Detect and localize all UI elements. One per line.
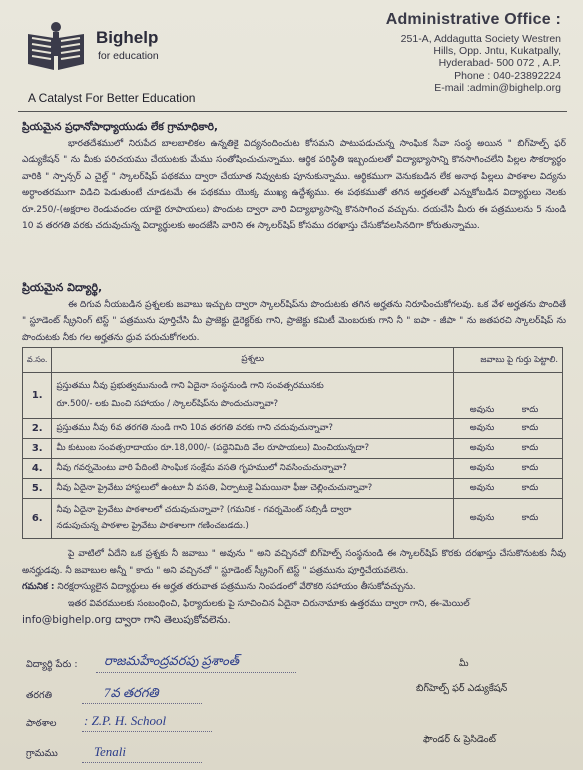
school-label: పాఠశాల	[26, 718, 57, 729]
no-option[interactable]: కాదు	[521, 512, 539, 523]
question-text: మీ కుటుంబ సంవత్సరాదాయం రూ.18,000/- (పద్దెనిమిది వేల రూపాయలు) మించియున్నదా?	[52, 439, 454, 459]
brand-name: Bighelp	[96, 28, 159, 47]
address-line: Hills, Opp. Jntu, Kukatpally,	[433, 45, 561, 58]
question-text: ప్రస్తుతము నీవు 6వ తరగతి నుండి గాని 10వ తరగతి వరకు గాని చదువుచున్నావా?	[52, 419, 454, 439]
row-number: 5.	[23, 479, 52, 499]
question-text: నీవు ఏదైనా ప్రైవేటు హాస్టలులో ఉంటూ నీ వసతి, ఏర్పాటుకై ఏమయినా ఫీజు చెల్లించుచున్నావా?	[52, 479, 454, 499]
school-underline	[82, 731, 212, 732]
student-section	[22, 280, 566, 346]
intro-paragraph: భారతదేశములో నిరుపేద బాలబాలికల ఉన్నతికై విద్యనందించుట కోసమని పాటుపడుచున్న సాంఘిక సేవా సంస్థ అయిన " బిగ్‌హెల్ప్ ఫర్ ఎడ్యుకేషన్ " ను మీకు పరిచయము చేయుటకు మేము సంతోషించుచున్నాము. ఆర్థిక పరిస్థితి ఇబ్బందులతో విద్యాభ్యాసాన్ని కొనసాగించలేని పిల్లల సౌకర్యార్థం వారికి " స్పాన్సర్ ఎ చైల్డ్ " స్కాలర్‌షిప్ పథకము ద్వారా చేయూత నివ్వుటకు పూనుకున్నాము. ఆర్థికముగా వెనుకబడిన లేక అనాథ పిల్లలు పాఠశాల విద్యను అర్ధాంతరముగా విడిచి పెడుతుంటే చూడటమే ఈ పథకము యొక్క ముఖ్య ఉద్దేశ్యము. ఈ పథకముతో తగిన అర్హతలతో ఎన్నుకోబడిన విద్యార్థులు నెలకు రూ.250/-(అక్షరాల రెండువందల యాభై రూపాయలు) పొందుట ద్వారా వారి విద్యాభ్యాసాన్ని కొనసాగించ వచ్చును. దయచేసి మీరు ఈ పత్రములను 5 నుండి 10 వ తరగతి వరకు చదువుచున్న విద్యార్థులకు అందజేసి వారిని ఈ స్కాలర్‌షిప్ కోసము దరఖాస్తు చేసుకోవలసినదిగా కోరుతున్నాము.	[22, 138, 566, 231]
table-row	[23, 419, 563, 439]
student-name-value[interactable]: రాజమహేంద్రవరపు ప్రశాంత్	[104, 653, 239, 668]
yes-option[interactable]: అవును	[469, 422, 495, 433]
no-option[interactable]: కాదు	[521, 482, 539, 493]
question-text: ప్రస్తుతము నీవు ప్రభుత్వమునుండి గాని ఏదైనా సంస్థనుండి గాని సంవత్సరమునకు	[56, 380, 324, 391]
email-line: E-mail :admin@bighelp.org	[434, 81, 561, 94]
note-line	[22, 579, 566, 596]
contact-email-line[interactable]: info@bighelp.org ద్వారా గాని తెలుపుకోవలెను.	[22, 614, 231, 626]
address-line: 251-A, Addagutta Society Westren	[400, 33, 561, 45]
table-row	[23, 459, 563, 479]
signature-role: ఫౌండర్ & ప్రెసిడెంట్	[423, 734, 496, 745]
question-cell	[52, 499, 454, 539]
yes-option[interactable]: అవును	[469, 512, 495, 523]
question-text: నీవు ఏదైనా ప్రైవేటు పాఠశాలలో చదువుచున్నావా? (గమనిక - గవర్నమెంట్ సబ్సిడీ ద్వారా	[56, 504, 352, 515]
question-text: రూ.500/- లకు మించి సహాయం / స్కాలర్‌షిప్‌ను పొందుచున్నావా?	[56, 398, 279, 409]
row-number: 3.	[23, 439, 52, 459]
col-questions-header: ప్రశ్నలు	[52, 348, 454, 373]
student-name-label: విద్యార్థి పేరు :	[26, 659, 78, 670]
row-number: 6.	[23, 499, 52, 539]
col-answer-header: జవాబు పై గుర్తు పెట్టాలి.	[454, 348, 563, 373]
yes-option[interactable]: అవును	[469, 442, 495, 453]
yes-option[interactable]: అవును	[469, 462, 495, 473]
tagline: A Catalyst For Better Education	[28, 91, 196, 105]
question-cell	[52, 373, 454, 419]
no-option[interactable]: కాదు	[521, 405, 539, 415]
row-number: 1.	[23, 373, 52, 419]
letter-body	[22, 119, 566, 235]
signature-mark: మీ	[459, 659, 469, 669]
class-underline	[82, 703, 202, 704]
eligibility-instruction: పై వాటిలో ఏదేని ఒక ప్రశ్నకు నీ జవాబు " అవును " అని వచ్చినచో బిగ్‌హెల్ప్ సంస్థనుండి ఈ స్కాలర్‌షిప్ కొరకు దరఖాస్తు చేసుకొనుటకు నీవు అనర్హుడవు. నీ జవాబుల అన్నీ " కాదు " అని వచ్చినచో " స్టూడెంట్ స్క్రీనింగ్ టెస్ట్ " పత్రమును పూర్తిచేయవలెను.	[22, 549, 566, 576]
bighelp-logo-icon	[24, 20, 88, 74]
school-value[interactable]: : Z.P. H. School	[84, 713, 167, 728]
no-option[interactable]: కాదు	[521, 462, 539, 473]
table-row	[23, 499, 563, 539]
note-text: నిరక్షరాస్యులైన విద్యార్థులు ఈ అర్హత తరువాత పత్రమును నింపడంలో వేరొకరి సహాయం తీసుకోవచ్చును.	[57, 582, 416, 592]
no-option[interactable]: కాదు	[521, 442, 539, 453]
student-salutation: ప్రియమైన విద్యార్థి,	[22, 281, 103, 294]
question-text: నీవు గవర్నమెంటు వారి పేదింటి సాంఘిక సంక్షేమ వసతి గృహములో నివసించుచున్నావా?	[52, 459, 454, 479]
yes-option[interactable]: అవును	[469, 405, 495, 415]
table-row	[23, 479, 563, 499]
answer-cell	[454, 419, 563, 439]
class-value[interactable]: 7వ తరగతి	[104, 685, 159, 700]
eligibility-table	[22, 347, 563, 539]
village-underline	[82, 762, 202, 763]
no-option[interactable]: కాదు	[521, 422, 539, 433]
table-row	[23, 373, 563, 419]
row-number: 4.	[23, 459, 52, 479]
contact-paragraph: ఇతర వివరములకు సంబంధించి, ఫిర్యాదులకు పై సూచించిన ఏదైనా చిరునామాకు ఉత్తరము ద్వారా గాని, ఈ-మెయిల్	[68, 598, 470, 609]
question-text: నడుపుచున్న పాఠశాల ప్రైవేటు పాఠశాలగా గణించబడదు.)	[56, 520, 249, 531]
signature-org: బిగ్‌హెల్ప్ ఫర్ ఎడ్యుకేషన్	[416, 683, 508, 694]
header-divider	[18, 111, 567, 112]
note-label: గమనిక :	[22, 582, 55, 592]
phone-line: Phone : 040-23892224	[454, 69, 561, 82]
village-value[interactable]: Tenali	[94, 744, 127, 759]
answer-cell	[454, 439, 563, 459]
answer-cell	[454, 373, 563, 419]
class-label: తరగతి	[26, 690, 52, 701]
table-header-row	[23, 348, 563, 373]
answer-cell	[454, 479, 563, 499]
yes-option[interactable]: అవును	[469, 482, 495, 493]
name-underline	[96, 672, 296, 673]
office-title: Administrative Office :	[385, 11, 561, 28]
row-number: 2.	[23, 419, 52, 439]
brand-subtitle: for education	[98, 50, 159, 62]
village-label: గ్రామము	[26, 748, 58, 759]
instructions	[22, 546, 566, 629]
table-row	[23, 439, 563, 459]
student-paragraph: ఈ దిగువ నీయబడిన ప్రశ్నలకు జవాబు ఇచ్చుట ద్వారా స్కాలర్‌షిప్‌ను పొందుటకు తగిన అర్హతను నిరూపించుకోగలవు. ఒక వేళ అర్హతను పొందితే " స్టూడెంట్ స్క్రీనింగ్ టెస్ట్ " పత్రమును పూర్తిచేసి మీ ప్రాజెక్టు డైరెక్టర్‌కు గాని, ప్రాజెక్టు కమిటీ మెంబరుకు గాని నీ " ఐపా - జీపా " ను జతపరచి స్కాలర్‌షిప్ ను పొందుటకు నీకు గల అర్హతను ధ్రువ పరుచుకోగలరు.	[22, 299, 566, 343]
answer-cell	[454, 499, 563, 539]
answer-cell	[454, 459, 563, 479]
office-address-block	[321, 11, 561, 94]
salutation: ప్రియమైన ప్రధానోపాధ్యాయుడు లేక గ్రామాధికారి,	[22, 121, 219, 133]
col-number-header: వ.సం.	[23, 348, 52, 373]
address-line: Hyderabad- 500 072 , A.P.	[438, 57, 561, 70]
